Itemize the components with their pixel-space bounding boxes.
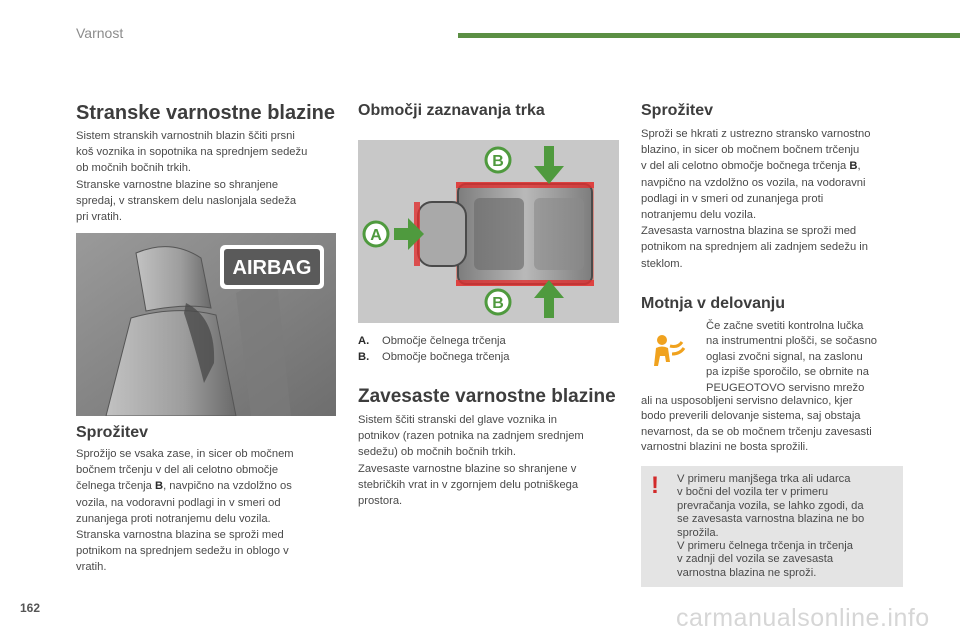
- side-airbags-intro: Sistem stranskih varnostnih blazin ščiti prsni koš voznika in sopotnika na sprednjem sedežu ob močnih bočnih trkih. Stranske varnostne blazine so shranjene spredaj, v stranskem delu naslonjala sedeža pri vratih.: [76, 130, 308, 224]
- legend-item-b: B. Območje bočnega trčenja: [358, 351, 510, 363]
- watermark: carmanualsonline.info: [676, 604, 930, 632]
- legend-item-a: A. Območje čelnega trčenja: [358, 335, 506, 347]
- side-airbags-title: Stranske varnostne blazine: [76, 102, 335, 124]
- deployment-subtitle: Sprožitev: [76, 424, 149, 441]
- deployment-text: Sprožijo se vsaka zase, in sicer ob močnem bočnem trčenju v del ali celotno območje čelnega trčenja B, navpično na vzdolžno os vozila, na vodoravni podlagi in v smeri od zunanjega proti notranjemu delu vozila. Stranska varnostna blazina se sproži med potnikom na sprednjem sedežu in oblogo v vratih.: [76, 448, 294, 574]
- malfunction-text-long: ali na usposobljeni servisno delavnico, kjer bodo preverili delovanje sistema, saj obstaja nevarnost, da se ob močnem trčenju zavesasti varnostni blazini ne bosta sprožili.: [641, 395, 872, 454]
- header-accent-bar: [458, 33, 960, 38]
- detection-zones-title: Območji zaznavanja trka: [358, 102, 545, 119]
- page-number: 162: [20, 601, 41, 615]
- warning-note-text: V primeru manjšega trka ali udarca v bočni del vozila ter v primeru prevračanja vozila, se lahko zgodi, da se zavesasta varnostna blazina ne bo sprožila. V primeru čelnega trčenja in trčenja v zadnji del vozila se zavesasta varnostna blazina ne sproži.: [677, 473, 865, 579]
- section-title: Varnost: [76, 25, 124, 41]
- malfunction-text-short: Če začne svetiti kontrolna lučka na instrumentni plošči, se sočasno oglasi zvočni signal, na zaslonu pa izpiše sporočilo, se obrnite na PEUGEOTOVO servisno mrežo: [706, 320, 878, 394]
- airbag-label: AIRBAG: [232, 257, 312, 279]
- warning-note-box: [641, 466, 903, 587]
- curtain-airbags-title: Zavesaste varnostne blazine: [358, 386, 616, 407]
- curtain-deployment-text: Sproži se hkrati z ustrezno stransko varnostno blazino, in sicer ob močnem bočnem trčenju v del ali celotno območje bočnega trčenja B, navpično na vzdolžno os vozila, na vodoravni podlagi in v smeri od zunanjega proti notranjemu delu vozila. Zavesasta varnostna blazina se sproži med potnikom na sprednjem ali zadnjem sedežu in steklom.: [641, 128, 871, 270]
- zones-legend: [358, 333, 510, 365]
- impact-zones-diagram: [358, 140, 619, 323]
- marker-a: A: [370, 227, 382, 244]
- warning-exclamation-icon: !: [651, 472, 659, 499]
- marker-b-top: B: [492, 153, 504, 170]
- curtain-deployment-title: Sprožitev: [641, 102, 714, 119]
- malfunction-title: Motnja v delovanju: [641, 295, 786, 312]
- curtain-airbags-text: Sistem ščiti stranski del glave voznika in potnikov (razen potnika na zadnjem srednjem sedežu) ob močnih bočnih trkih. Zavesaste varnostne blazine so shranjene v stebričkih vrat in v zgornjem delu potniškega prostora.: [358, 414, 584, 508]
- seat-airbag-photo: [76, 233, 336, 416]
- marker-b-bottom: B: [492, 295, 504, 312]
- seatbelt-warning-light-icon: [648, 332, 690, 374]
